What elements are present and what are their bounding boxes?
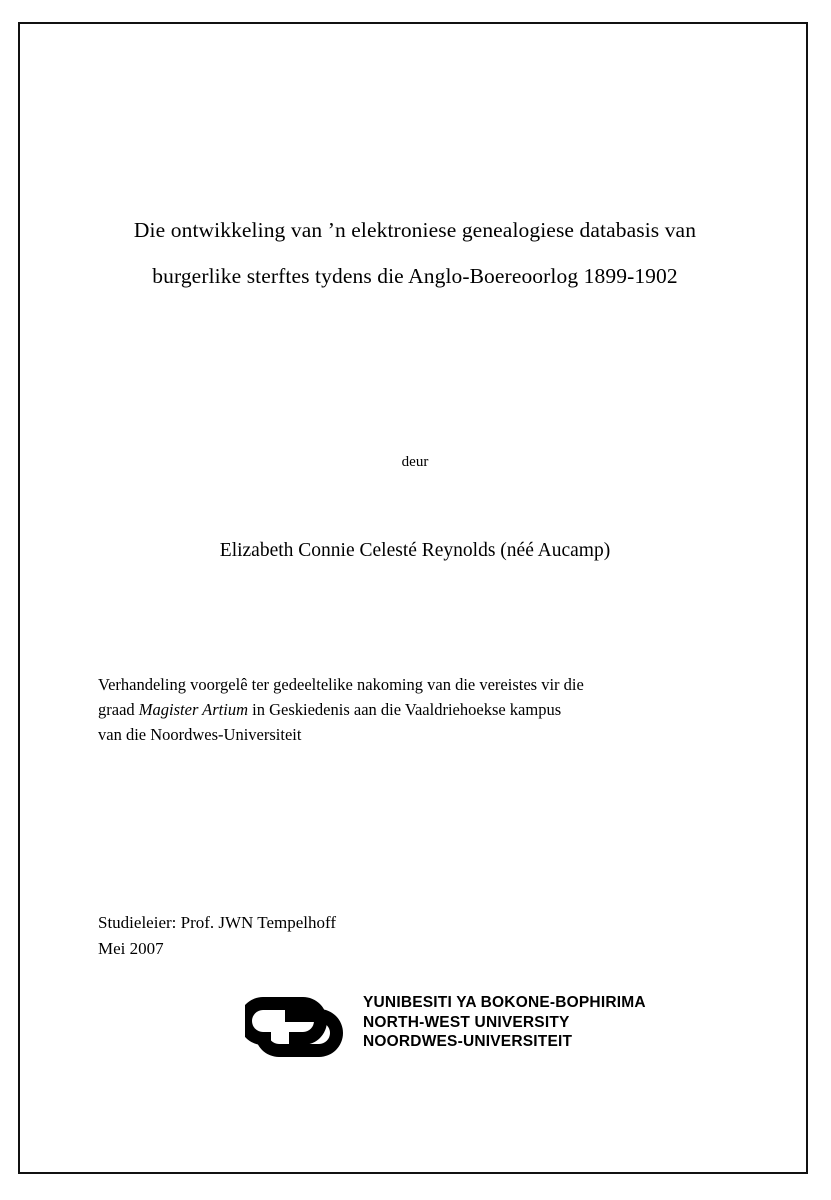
logo-text-line-2: NORTH-WEST UNIVERSITY	[363, 1013, 570, 1031]
supervisor-name: Studieleier: Prof. JWN Tempelhoff	[98, 913, 337, 932]
statement-line-2	[98, 697, 726, 722]
university-logo	[245, 987, 665, 1065]
statement-line-1: Verhandeling voorgelê ter gedeeltelike nakoming van die vereistes vir die	[98, 675, 584, 694]
statement-line-3: van die Noordwes-Universiteit	[98, 725, 302, 744]
statement-line-2-pre: graad	[98, 700, 139, 719]
logo-text-line-1: YUNIBESITI YA BOKONE-BOPHIRIMA	[363, 994, 646, 1011]
supervisor-block	[98, 910, 698, 962]
title-page-content	[90, 22, 740, 1174]
by-word: deur	[401, 454, 429, 470]
author-name: Elizabeth Connie Celesté Reynolds (néé Aucamp)	[219, 540, 611, 561]
degree-name: Magister Artium	[138, 700, 249, 719]
statement-line-2-post: in Geskiedenis aan die Vaaldriehoekse kampus	[248, 700, 562, 719]
page-title	[90, 207, 740, 299]
logo-text-line-3: NOORDWES-UNIVERSITEIT	[363, 1033, 573, 1050]
university-logo-text	[363, 993, 646, 1052]
submission-date: Mei 2007	[98, 939, 164, 958]
degree-statement	[98, 672, 726, 747]
title-line-2: burgerlike sterftes tydens die Anglo-Boereoorlog 1899-1902	[152, 264, 678, 288]
nwu-logo-mark-icon	[245, 991, 357, 1063]
title-line-1: Die ontwikkeling van ’n elektroniese genealogiese databasis van	[133, 218, 697, 242]
